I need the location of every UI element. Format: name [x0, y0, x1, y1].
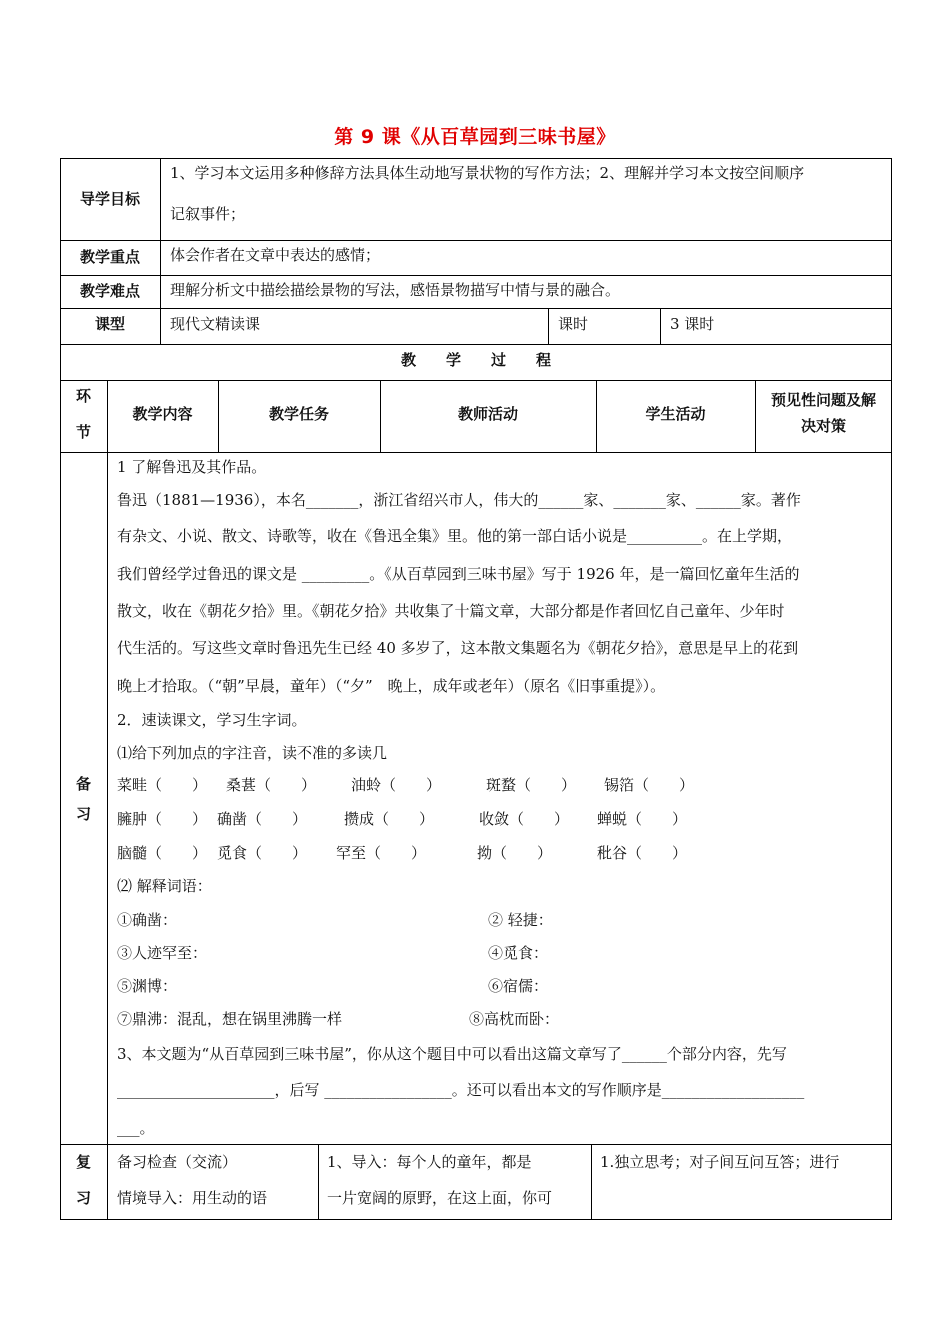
- col-problems: 决对策: [800, 417, 846, 435]
- explain-item: ③人迹罕至：: [117, 944, 208, 962]
- review-content: 备习检查（交流）: [117, 1153, 238, 1171]
- review-content: 情境导入：用生动的语: [117, 1189, 268, 1207]
- difficulty-label: 教学难点: [79, 282, 140, 300]
- review-side-label: 习: [75, 1189, 91, 1207]
- col-divider: [107, 380, 108, 1220]
- type-value: 现代文精读课: [170, 315, 261, 333]
- prep-side-label: 习: [75, 805, 91, 823]
- review-teacher: 一片宽阔的原野，在这上面，你可: [327, 1189, 553, 1207]
- hours-label: 课时: [558, 315, 589, 333]
- review-student: 1.独立思考；对子间互问互答；进行: [600, 1153, 840, 1171]
- question-line: _____________________，后写 _________________。还可以看出本文的写作顺序是___________________: [117, 1081, 805, 1099]
- row-divider: [60, 1144, 892, 1145]
- explain-item: ⑦鼎沸：混乱，想在锅里沸腾一样: [117, 1010, 343, 1028]
- prep-line: 代生活的。写这些文章时鲁迅先生已经 40 多岁了，这本散文集题名为《朝花夕拾》，意思是早上的花到: [117, 639, 799, 657]
- pinyin-item: 锡箔（ ）: [604, 776, 695, 794]
- prep-line: 鲁迅（1881—1936），本名_______，浙江省绍兴市人，伟大的______家、_______家、______家。著作: [117, 491, 801, 509]
- col-divider: [591, 1144, 592, 1220]
- row-divider: [60, 380, 892, 381]
- prep-line: 散文，收在《朝花夕拾》里。《朝花夕拾》共收集了十篇文章，大部分都是作者回忆自己童年、少年时: [117, 602, 785, 620]
- explain-item: ⑥宿儒：: [488, 977, 549, 995]
- col-content: 教学内容: [132, 405, 193, 423]
- explain-item: ①确凿：: [117, 911, 178, 929]
- pinyin-item: 秕谷（ ）: [597, 844, 688, 862]
- prep-side-label: 备: [75, 775, 91, 793]
- goal-text: 记叙事件；: [170, 205, 246, 223]
- prep-line: 2．速读课文，学习生字词。: [117, 711, 307, 729]
- pinyin-item: 罕至（ ）: [336, 844, 427, 862]
- col-divider: [660, 308, 661, 344]
- explain-item: ⑤渊博：: [117, 977, 178, 995]
- pinyin-item: 觅食（ ）: [217, 844, 308, 862]
- prep-line: ⑴给下列加点的字注音，读不准的多读几: [117, 744, 388, 762]
- pinyin-item: 收敛（ ）: [479, 810, 570, 828]
- pinyin-item: 桑葚（ ）: [226, 776, 317, 794]
- hours-value: 3 课时: [670, 315, 715, 333]
- pinyin-item: 攒成（ ）: [344, 810, 435, 828]
- pinyin-item: 脑髓（ ）: [117, 844, 208, 862]
- goal-label: 导学目标: [79, 190, 140, 208]
- key-label: 教学重点: [79, 248, 140, 266]
- prep-line: 1 了解鲁迅及其作品。: [117, 458, 267, 476]
- lesson-title: 第 9 课《从百草园到三味书屋》: [334, 126, 616, 148]
- review-side-label: 复: [75, 1153, 91, 1171]
- col-teacher: 教师活动: [457, 405, 518, 423]
- type-label: 课型: [94, 315, 125, 333]
- prep-line: 晚上才拾取。（“朝”早晨，童年）（“夕” 晚上，成年或老年）（原名《旧事重提》）。: [117, 677, 666, 695]
- explain-item: ④觅食：: [488, 944, 549, 962]
- pinyin-item: 斑蝥（ ）: [486, 776, 577, 794]
- col-divider: [160, 158, 161, 344]
- col-segment: 环: [75, 387, 91, 405]
- pinyin-item: 拗（ ）: [477, 844, 553, 862]
- question-line: 3、本文题为“从百草园到三味书屋”，你从这个题目中可以看出这篇文章写了______个部分内容，先写: [117, 1045, 787, 1063]
- goal-text: 1、学习本文运用多种修辞方法具体生动地写景状物的写作方法；2、理解并学习本文按空间顺序: [170, 164, 805, 182]
- explain-item: ② 轻捷：: [488, 911, 553, 929]
- pinyin-item: 油蛉（ ）: [351, 776, 442, 794]
- pinyin-item: 确凿（ ）: [217, 810, 308, 828]
- col-divider: [318, 1144, 319, 1220]
- question-line: ___。: [117, 1119, 155, 1137]
- col-task: 教学任务: [268, 405, 329, 423]
- explain-item: ⑧高枕而卧：: [469, 1010, 560, 1028]
- col-student: 学生活动: [645, 405, 706, 423]
- pinyin-item: 臃肿（ ）: [117, 810, 208, 828]
- pinyin-item: 菜畦（ ）: [117, 776, 208, 794]
- prep-line: 我们曾经学过鲁迅的课文是 _________。《从百草园到三味书屋》写于 1926 年，是一篇回忆童年生活的: [117, 565, 800, 583]
- explain-title: ⑵ 解释词语：: [117, 877, 212, 895]
- col-segment: 节: [75, 423, 91, 441]
- pinyin-item: 蝉蜕（ ）: [597, 810, 688, 828]
- key-text: 体会作者在文章中表达的感情；: [170, 246, 381, 264]
- review-teacher: 1、导入：每个人的童年，都是: [327, 1153, 532, 1171]
- prep-line: 有杂文、小说、散文、诗歌等，收在《鲁迅全集》里。他的第一部白话小说是__________。在上学期，: [117, 527, 793, 545]
- col-divider: [548, 308, 549, 344]
- col-problems: 预见性问题及解: [770, 391, 876, 409]
- process-title: 教 学 过 程: [400, 351, 551, 369]
- difficulty-text: 理解分析文中描绘描绘景物的写法，感悟景物描写中情与景的融合。: [170, 281, 621, 299]
